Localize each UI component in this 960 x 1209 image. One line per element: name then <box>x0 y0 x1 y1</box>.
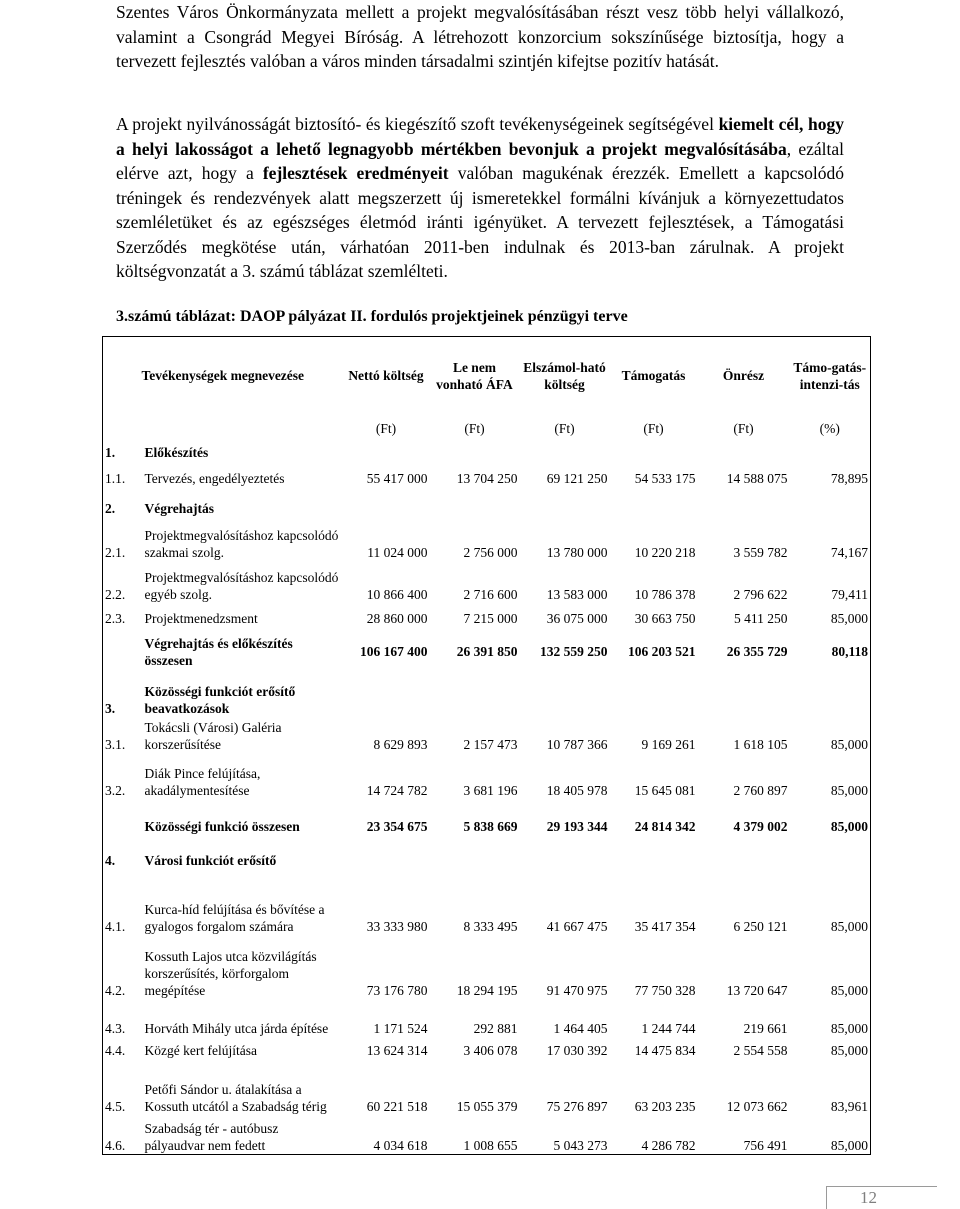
tamogatas-cell: 24 814 342 <box>634 818 696 834</box>
row-label: Diák Pince felújítása, akadálymentesítése <box>144 765 261 798</box>
le-nem-cell: 3 406 078 <box>463 1042 518 1058</box>
row-label: Szabadság tér - autóbusz pályaudvar nem fedett <box>144 1121 279 1153</box>
unit-cell: (Ft) <box>643 420 664 436</box>
le-nem-cell: 13 704 250 <box>456 470 518 486</box>
onresz-cell: 12 073 662 <box>726 1098 788 1114</box>
netto-cell: 10 866 400 <box>366 586 428 602</box>
elszamolhato-cell: 13 780 000 <box>546 544 608 560</box>
elszamolhato-cell: 29 193 344 <box>546 818 608 834</box>
intenzitas-cell: 80,118 <box>831 644 868 659</box>
intenzitas-cell: 78,895 <box>830 470 868 486</box>
row-index: 1. <box>105 444 116 460</box>
row-label: Projektmegvalósításhoz kapcsolódó szakmai szolg. <box>144 527 339 560</box>
onresz-cell: 1 618 105 <box>733 736 788 752</box>
le-nem-cell: 2 756 000 <box>463 544 518 560</box>
elszamolhato-cell: 10 787 366 <box>546 736 608 752</box>
tamogatas-cell: 1 244 744 <box>641 1020 696 1036</box>
table-row <box>103 677 871 717</box>
row-label: Petőfi Sándor u. átalakítása a Kossuth utcától a Szabadság térig <box>144 1081 327 1114</box>
intenzitas-cell: 85,000 <box>830 1020 868 1036</box>
onresz-cell: 2 760 897 <box>733 782 788 798</box>
header-onresz: Önrész <box>722 368 765 384</box>
netto-cell: 8 629 893 <box>373 736 428 752</box>
row-label: Kurca-híd felújítása és bővítése a gyalogos forgalom számára <box>144 901 325 934</box>
page-number: 12 <box>860 1188 877 1207</box>
unit-cell: (Ft) <box>554 420 575 436</box>
intenzitas-cell: 85,000 <box>830 782 868 798</box>
header-netto: Nettó költség <box>348 368 424 384</box>
le-nem-cell: 7 215 000 <box>463 610 518 626</box>
row-index: 1.1. <box>105 470 126 486</box>
unit-cell: (Ft) <box>733 420 754 436</box>
onresz-cell: 5 411 250 <box>734 610 788 626</box>
paragraph-bold-1: kiemelt cél, hogy a helyi lakosságot a lehető legnagyobb mértékben bevonjuk a projekt megvalósításába <box>116 114 845 159</box>
netto-cell: 55 417 000 <box>366 470 428 486</box>
le-nem-cell: 8 333 495 <box>463 918 518 934</box>
onresz-cell: 4 379 002 <box>733 818 788 834</box>
row-label: Projektmenedzsment <box>144 610 258 626</box>
intenzitas-cell: 79,411 <box>831 586 868 602</box>
netto-cell: 60 221 518 <box>366 1098 428 1114</box>
row-label: Előkészítés <box>144 444 209 460</box>
page-number-frame <box>826 1186 937 1209</box>
onresz-cell: 6 250 121 <box>733 918 788 934</box>
tamogatas-cell: 54 533 175 <box>634 470 696 486</box>
row-index: 4.3. <box>105 1020 126 1036</box>
intenzitas-cell: 85,000 <box>830 918 868 934</box>
elszamolhato-cell: 41 667 475 <box>546 918 608 934</box>
header-le-nem: Le nem vonható ÁFA <box>436 359 513 392</box>
onresz-cell: 13 720 647 <box>726 982 788 998</box>
table-row <box>103 487 871 517</box>
elszamolhato-cell: 132 559 250 <box>540 644 608 659</box>
row-index: 4.1. <box>105 918 126 934</box>
elszamolhato-cell: 5 043 273 <box>553 1138 608 1153</box>
elszamolhato-cell: 36 075 000 <box>546 610 608 626</box>
table-row <box>103 1059 871 1115</box>
onresz-cell: 14 588 075 <box>726 470 788 486</box>
row-index: 2.1. <box>105 544 126 560</box>
row-index: 4.2. <box>105 982 126 998</box>
intenzitas-cell: 85,000 <box>830 610 868 626</box>
elszamolhato-cell: 18 405 978 <box>546 782 608 798</box>
paragraph-text-2: , ezáltal elérve azt, hogy a <box>116 138 844 183</box>
elszamolhato-cell: 91 470 975 <box>546 982 608 998</box>
le-nem-cell: 1 008 655 <box>463 1138 518 1153</box>
table-row <box>103 999 871 1037</box>
unit-cell: (%) <box>819 420 840 436</box>
row-label: Projektmegvalósításhoz kapcsolódó egyéb szolg. <box>144 569 339 602</box>
netto-cell: 1 171 524 <box>373 1020 428 1036</box>
table-caption: 3.számú táblázat: DAOP pályázat II. fordulós projektjeinek pénzügyi terve <box>116 308 628 325</box>
le-nem-cell: 2 157 473 <box>463 736 518 752</box>
header-elszamolhato: Elszámol-ható költség <box>523 359 606 392</box>
intenzitas-cell: 85,000 <box>830 736 868 752</box>
tamogatas-cell: 30 663 750 <box>634 610 696 626</box>
intenzitas-cell: 74,167 <box>830 544 868 560</box>
tamogatas-cell: 10 220 218 <box>634 544 696 560</box>
tamogatas-cell: 35 417 354 <box>634 918 696 934</box>
row-label: Horváth Mihály utca járda építése <box>144 1020 329 1036</box>
tamogatas-cell: 9 169 261 <box>641 736 696 752</box>
tamogatas-cell: 106 203 521 <box>628 644 696 659</box>
intenzitas-cell: 85,000 <box>830 818 868 834</box>
row-label: Kossuth Lajos utca közvilágítás korszerűsítés, körforgalom megépítése <box>144 948 317 998</box>
row-index: 2. <box>105 500 116 516</box>
project-paragraph <box>116 112 844 284</box>
header-activity: Tevékenységek megnevezése <box>141 368 305 384</box>
row-index: 2.2. <box>105 586 126 602</box>
table-row <box>103 869 871 935</box>
row-label: Végrehajtás és előkészítés összesen <box>144 635 293 668</box>
intenzitas-cell: 85,000 <box>830 1138 868 1153</box>
elszamolhato-cell: 75 276 897 <box>546 1098 608 1114</box>
le-nem-cell: 2 716 600 <box>463 586 518 602</box>
onresz-cell: 26 355 729 <box>726 644 788 659</box>
paragraph-bold-2: fejlesztések eredményeit <box>262 163 449 183</box>
row-label: Tokácsli (Városi) Galéria korszerűsítése <box>144 719 282 752</box>
table-row <box>103 603 871 627</box>
onresz-cell: 2 554 558 <box>733 1042 788 1058</box>
tamogatas-cell: 10 786 378 <box>634 586 696 602</box>
row-index: 4. <box>105 852 116 868</box>
units-row <box>103 415 871 437</box>
paragraph-text-3: valóban magukénak érezzék. Emellett a kapcsolódó tréningek és rendezvények alatt megszerzett új ismeretekkel formálni kívánjuk a környezettudatos szemléletüket és az egészséges életmód iránti igényüket. A tervezett fejlesztések, a Támogatási Szerződés megkötése után, várhatóan 2011-ben indulnak és 2013-ban zárulnak. A projekt költségvonzatát a 3. számú táblázat szemlélteti. <box>116 163 845 281</box>
row-label: Közösségi funkció összesen <box>144 818 300 834</box>
netto-cell: 4 034 618 <box>373 1138 428 1153</box>
intro-paragraph: Szentes Város Önkormányzata mellett a projekt megvalósításában részt vesz több helyi vállalkozó, valamint a Csongrád Megyei Bíróság. A létrehozott konzorcium sokszínűsége biztosítja, hogy a tervezett fejlesztés valóban a város minden társadalmi szintjén kifejtse pozitív hatását. <box>116 2 844 71</box>
table-row <box>103 717 871 753</box>
le-nem-cell: 5 838 669 <box>463 818 518 834</box>
budget-table <box>102 336 871 1155</box>
row-index: 2.3. <box>105 610 126 626</box>
unit-cell: (Ft) <box>464 420 485 436</box>
header-tamogatas: Támogatás <box>621 368 686 384</box>
table-row <box>103 753 871 799</box>
table-row <box>103 437 871 461</box>
header-intenzitas: Támo-gatás-intenzi-tás <box>793 359 867 392</box>
row-index: 4.5. <box>105 1098 126 1114</box>
netto-cell: 28 860 000 <box>366 610 428 626</box>
intenzitas-cell: 83,961 <box>830 1098 868 1114</box>
row-label: Közgé kert felújítása <box>144 1042 257 1058</box>
subtotal-row <box>103 627 871 677</box>
table-row <box>103 935 871 999</box>
tamogatas-cell: 77 750 328 <box>634 982 696 998</box>
unit-cell: (Ft) <box>375 420 397 436</box>
table-row <box>103 517 871 561</box>
elszamolhato-cell: 17 030 392 <box>546 1042 608 1058</box>
onresz-cell: 3 559 782 <box>733 544 788 560</box>
row-index: 3. <box>105 700 116 716</box>
tamogatas-cell: 4 286 782 <box>641 1138 696 1153</box>
tamogatas-cell: 15 645 081 <box>634 782 696 798</box>
row-index: 4.4. <box>105 1042 126 1058</box>
netto-cell: 13 624 314 <box>366 1042 428 1058</box>
intenzitas-cell: 85,000 <box>830 982 868 998</box>
le-nem-cell: 18 294 195 <box>456 982 518 998</box>
elszamolhato-cell: 13 583 000 <box>546 586 608 602</box>
le-nem-cell: 3 681 196 <box>463 782 518 798</box>
netto-cell: 106 167 400 <box>360 644 428 659</box>
netto-cell: 14 724 782 <box>366 782 428 798</box>
onresz-cell: 219 661 <box>743 1020 788 1036</box>
row-index: 4.6. <box>105 1138 126 1153</box>
table-row <box>103 1115 871 1155</box>
elszamolhato-cell: 69 121 250 <box>546 470 608 486</box>
row-index: 3.2. <box>105 782 126 798</box>
onresz-cell: 2 796 622 <box>733 586 788 602</box>
subtotal-row <box>103 799 871 835</box>
table-row <box>103 561 871 603</box>
tamogatas-cell: 14 475 834 <box>634 1042 696 1058</box>
netto-cell: 23 354 675 <box>366 818 428 834</box>
netto-cell: 33 333 980 <box>366 918 428 934</box>
row-label: Tervezés, engedélyeztetés <box>144 470 285 486</box>
le-nem-cell: 15 055 379 <box>456 1098 518 1114</box>
paragraph-text-1: A projekt nyilvánosságát biztosító- és kiegészítő szoft tevékenységeinek segítségével <box>116 114 719 134</box>
row-label: Végrehajtás <box>144 500 214 516</box>
table-row <box>103 1037 871 1059</box>
table-row <box>103 461 871 487</box>
elszamolhato-cell: 1 464 405 <box>553 1020 608 1036</box>
netto-cell: 11 024 000 <box>367 544 428 560</box>
tamogatas-cell: 63 203 235 <box>634 1098 696 1114</box>
table-header-row <box>103 337 871 415</box>
netto-cell: 73 176 780 <box>366 982 428 998</box>
row-label: Közösségi funkciót erősítő beavatkozások <box>144 683 296 716</box>
table-row <box>103 835 871 869</box>
onresz-cell: 756 491 <box>743 1138 788 1153</box>
row-label: Városi funkciót erősítő <box>144 852 277 868</box>
row-index: 3.1. <box>105 736 126 752</box>
le-nem-cell: 292 881 <box>473 1020 518 1036</box>
intenzitas-cell: 85,000 <box>830 1042 868 1058</box>
le-nem-cell: 26 391 850 <box>456 644 518 659</box>
